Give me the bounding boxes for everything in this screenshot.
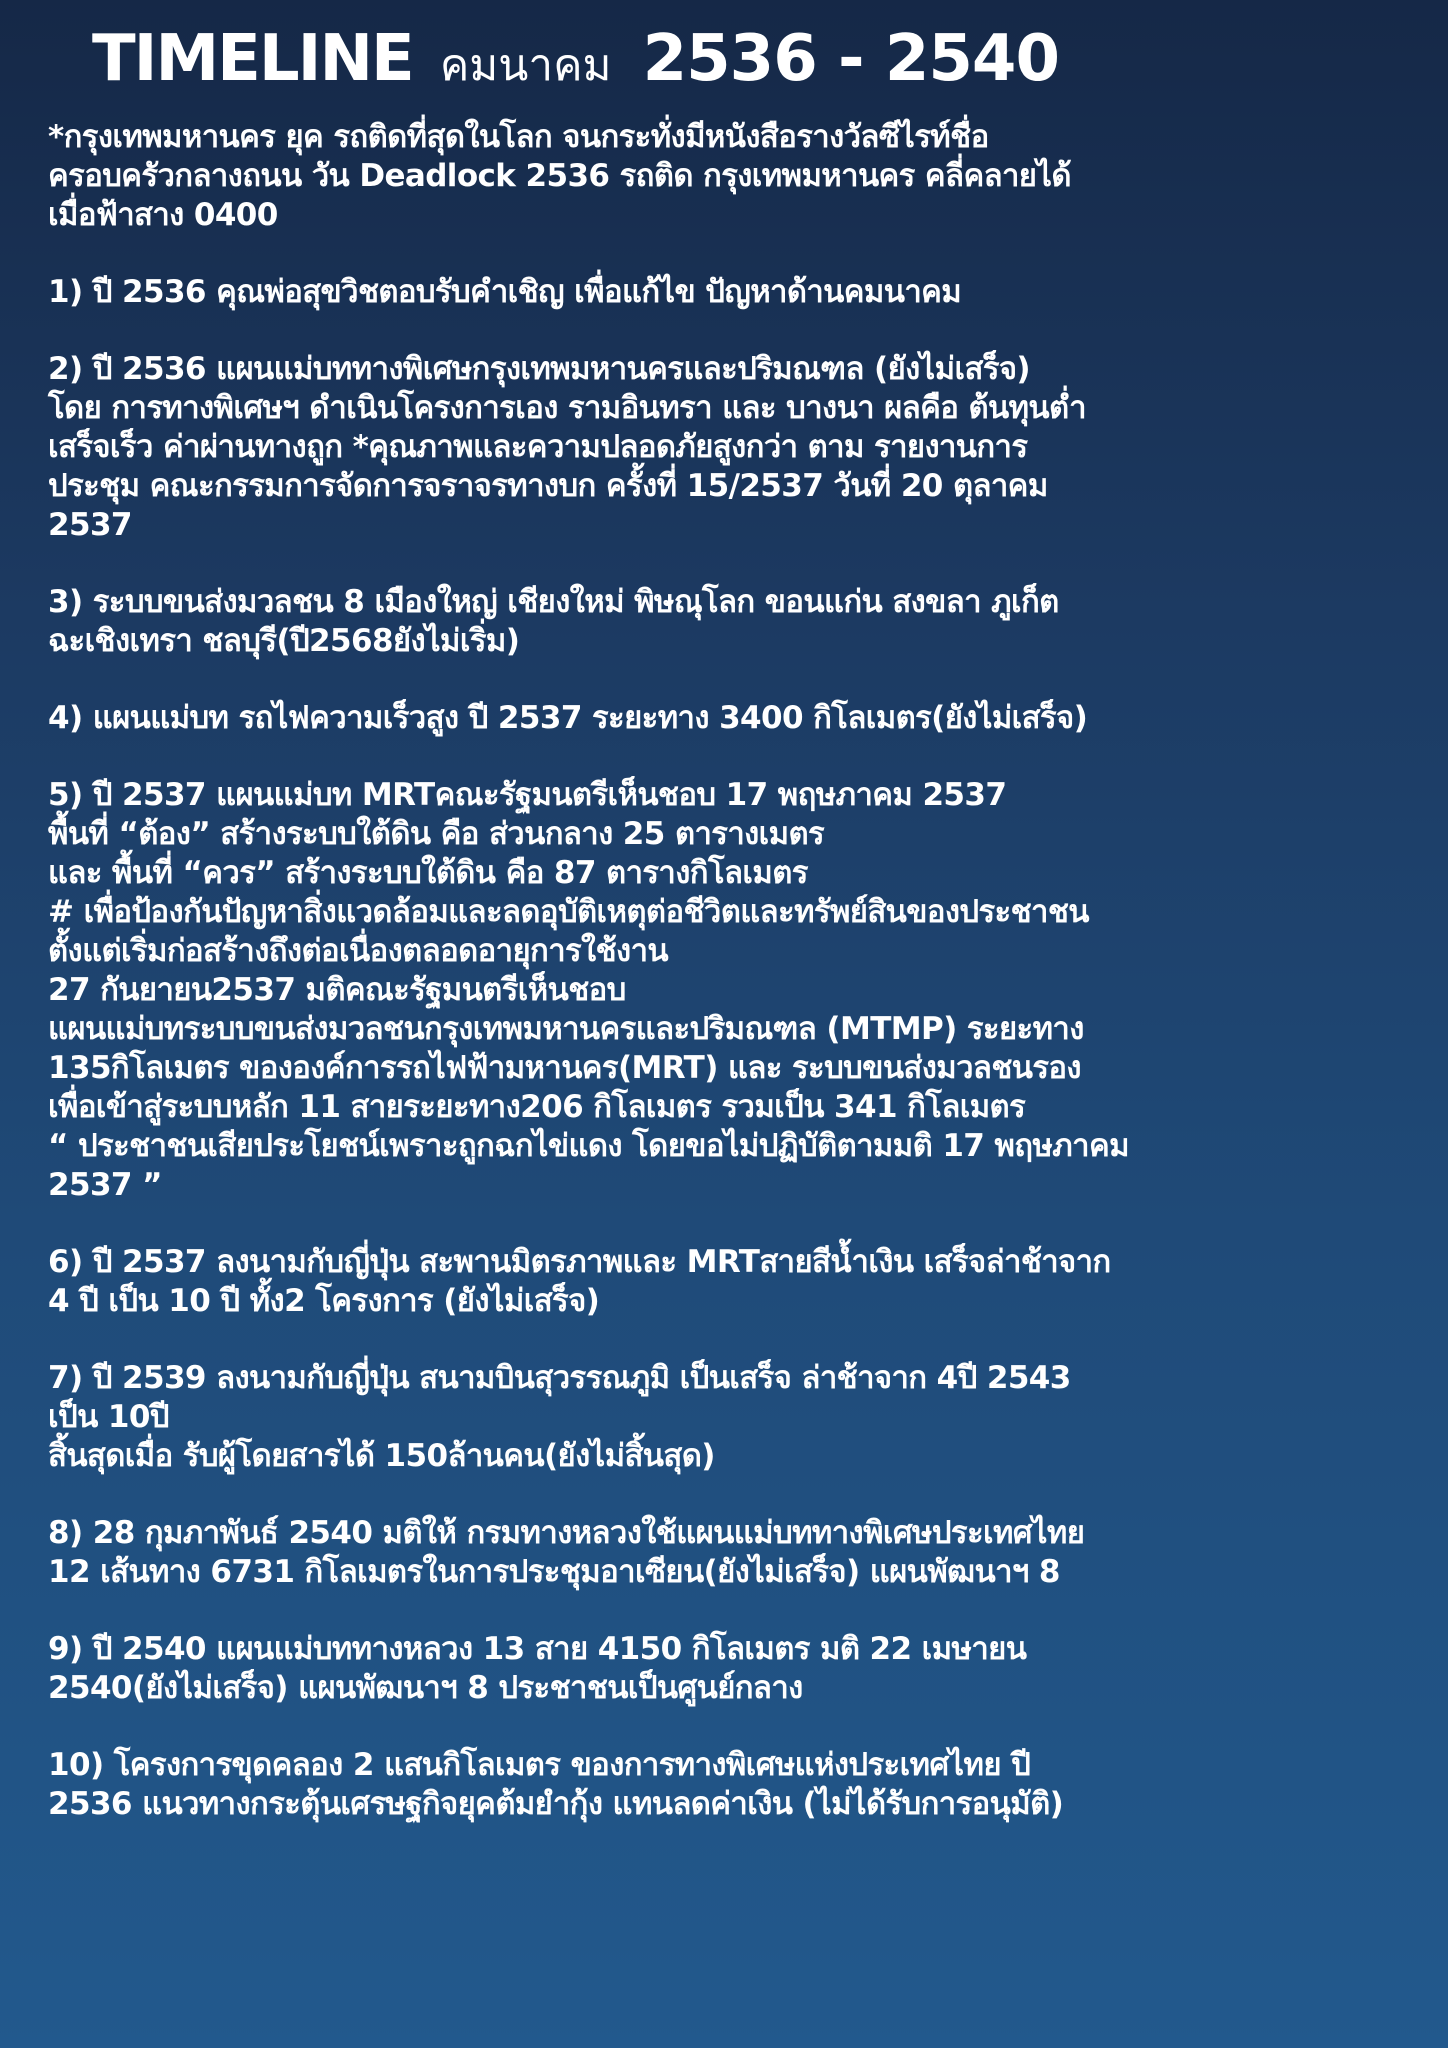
text-line: 6) ปี 2537 ลงนามกับญี่ปุ่น สะพานมิตรภาพและ MRTสายสีน้ำเงิน เสร็จล่าช้าจาก (48, 1244, 1111, 1280)
text-line: เป็น 10ปี (48, 1399, 169, 1435)
block-spacer (48, 235, 1404, 273)
text-line: 1) ปี 2536 คุณพ่อสุขวิชตอบรับคำเชิญ เพื่อแก้ไข ปัญหาด้านคมนาคม (48, 274, 962, 310)
text-line: 10) โครงการขุดคลอง 2 แสนกิโลเมตร ของการทางพิเศษแห่งประเทศไทย ปี (48, 1747, 1031, 1783)
block-spacer (48, 1476, 1404, 1514)
text-line: โดย การทางพิเศษฯ ดำเนินโครงการเอง รามอินทรา และ บางนา ผลคือ ต้นทุนต่ำ (48, 390, 1086, 426)
intro-note (48, 118, 1404, 235)
block-spacer (48, 1708, 1404, 1746)
text-line: พื้นที่ “ต้อง” สร้างระบบใต้ดิน คือ ส่วนกลาง 25 ตารางเมตร (48, 816, 825, 852)
text-line: ครอบครัวกลางถนน วัน Deadlock 2536 รถติด กรุงเทพมหานคร คลี่คลายได้ (48, 158, 1071, 194)
text-line: เพื่อเข้าสู่ระบบหลัก 11 สายระยะทาง206 กิโลเมตร รวมเป็น 341 กิโลเมตร (48, 1089, 1026, 1125)
text-line: 8) 28 กุมภาพันธ์ 2540 มติให้ กรมทางหลวงใช้แผนแม่บททางพิเศษประเทศไทย (48, 1515, 1085, 1551)
text-line: # เพื่อป้องกันปัญหาสิ่งแวดล้อมและลดอุบัติเหตุต่อชีวิตและทรัพย์สินของประชาชน (48, 894, 1089, 930)
timeline-content (48, 118, 1404, 1824)
text-line: 2540(ยังไม่เสร็จ) แผนพัฒนาฯ 8 ประชาชนเป็นศูนย์กลาง (48, 1670, 803, 1706)
title-years: 2536 - 2540 (642, 22, 1059, 96)
text-line: ประชุม คณะกรรมการจัดการจราจรทางบก ครั้งที่ 15/2537 วันที่ 20 ตุลาคม (48, 468, 1048, 504)
block-spacer (48, 661, 1404, 699)
timeline-item (48, 699, 1404, 738)
timeline-item (48, 583, 1404, 661)
timeline-item (48, 1514, 1404, 1592)
text-line: 2537 (48, 507, 132, 543)
title-topic: คมนาคม (439, 40, 612, 91)
page-title (92, 18, 1404, 104)
text-line: 2536 แนวทางกระตุ้นเศรษฐกิจยุคต้มยำกุ้ง แทนลดค่าเงิน (ไม่ได้รับการอนุมัติ) (48, 1786, 1064, 1822)
text-line: 27 กันยายน2537 มติคณะรัฐมนตรีเห็นชอบ (48, 972, 626, 1008)
text-line: 2) ปี 2536 แผนแม่บททางพิเศษกรุงเทพมหานครและปริมณฑล (ยังไม่เสร็จ) (48, 351, 1030, 387)
text-line: 2537 ” (48, 1167, 162, 1203)
text-line: *กรุงเทพมหานคร ยุค รถติดที่สุดในโลก จนกระทั่งมีหนังสือรางวัลซีไรท์ชื่อ (48, 119, 989, 155)
text-line: แผนแม่บทระบบขนส่งมวลชนกรุงเทพมหานครและปริมณฑล (MTMP) ระยะทาง (48, 1011, 1084, 1047)
text-line: “ ประชาชนเสียประโยชน์เพราะถูกฉกไข่แดง โดยขอไม่ปฏิบัติตามมติ 17 พฤษภาคม (48, 1128, 1129, 1164)
text-line: 9) ปี 2540 แผนแม่บททางหลวง 13 สาย 4150 กิโลเมตร มติ 22 เมษายน (48, 1631, 1027, 1667)
text-line: 7) ปี 2539 ลงนามกับญี่ปุ่น สนามบินสุวรรณภูมิ เป็นเสร็จ ล่าช้าจาก 4ปี 2543 (48, 1360, 1071, 1396)
text-line: 4) แผนแม่บท รถไฟความเร็วสูง ปี 2537 ระยะทาง 3400 กิโลเมตร(ยังไม่เสร็จ) (48, 700, 1088, 736)
timeline-item (48, 350, 1404, 545)
title-timeline: TIMELINE (92, 22, 413, 96)
text-line: 3) ระบบขนส่งมวลชน 8 เมืองใหญ่ เชียงใหม่ พิษณุโลก ขอนแก่น สงขลา ภูเก็ต (48, 584, 1059, 620)
timeline-item (48, 1243, 1404, 1321)
block-spacer (48, 312, 1404, 350)
timeline-item (48, 1746, 1404, 1824)
text-line: 5) ปี 2537 แผนแม่บท MRTคณะรัฐมนตรีเห็นชอบ 17 พฤษภาคม 2537 (48, 777, 1007, 813)
block-spacer (48, 545, 1404, 583)
block-spacer (48, 1592, 1404, 1630)
text-line: เสร็จเร็ว ค่าผ่านทางถูก *คุณภาพและความปลอดภัยสูงกว่า ตาม รายงานการ (48, 429, 1028, 465)
text-line: ฉะเชิงเทรา ชลบุรี(ปี2568ยังไม่เริ่ม) (48, 623, 520, 659)
timeline-item (48, 1630, 1404, 1708)
text-line: ตั้งแต่เริ่มก่อสร้างถึงต่อเนื่องตลอดอายุการใช้งาน (48, 933, 668, 969)
timeline-item (48, 273, 1404, 312)
text-line: 12 เส้นทาง 6731 กิโลเมตรในการประชุมอาเซียน(ยังไม่เสร็จ) แผนพัฒนาฯ 8 (48, 1554, 1060, 1590)
block-spacer (48, 1321, 1404, 1359)
timeline-item (48, 776, 1404, 1205)
timeline-item (48, 1359, 1404, 1476)
text-line: 135กิโลเมตร ขององค์การรถไฟฟ้ามหานคร(MRT) และ ระบบขนส่งมวลชนรอง (48, 1050, 1081, 1086)
text-line: เมื่อฟ้าสาง 0400 (48, 197, 278, 233)
text-line: และ พื้นที่ “ควร” สร้างระบบใต้ดิน คือ 87 ตารางกิโลเมตร (48, 855, 808, 891)
block-spacer (48, 1205, 1404, 1243)
text-line: สิ้นสุดเมื่อ รับผู้โดยสารได้ 150ล้านคน(ยังไม่สิ้นสุด) (48, 1438, 715, 1474)
block-spacer (48, 738, 1404, 776)
text-line: 4 ปี เป็น 10 ปี ทั้ง2 โครงการ (ยังไม่เสร็จ) (48, 1283, 600, 1319)
